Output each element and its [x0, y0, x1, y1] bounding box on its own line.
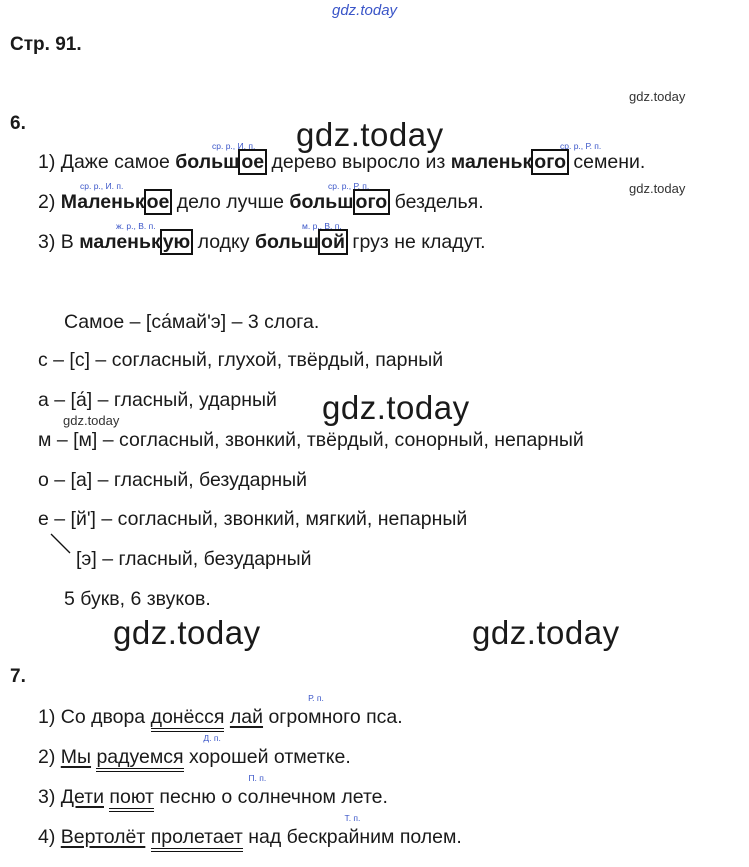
- sentence: [38, 813, 462, 849]
- sentence-text: огро: [263, 706, 309, 728]
- watermark-large: gdz.today: [472, 614, 620, 651]
- case-annotation: П. п.: [248, 773, 267, 783]
- word-stem: больш: [175, 151, 240, 173]
- grammar-annotation: м. р., В. п.: [302, 221, 342, 231]
- sentence-text: 3): [38, 786, 61, 808]
- sentence-text: лнечном лете.: [258, 786, 388, 808]
- watermark-large: gdz.today: [322, 389, 470, 426]
- sentence-text: много пса.: [308, 706, 403, 728]
- word-stem: Маленьк: [60, 191, 145, 213]
- sentence: [38, 151, 645, 174]
- sentence-text: груз не кладут.: [346, 231, 486, 253]
- sentence: [38, 231, 486, 254]
- sentence: [38, 693, 403, 729]
- case-annotation: Р. п.: [308, 693, 324, 703]
- case-annotation: Д. п.: [203, 733, 221, 743]
- analysis-line: м – [м] – согласный, звонкий, твёрдый, сонорный, непарный: [38, 429, 584, 451]
- sentence-text: 1) Даже самое: [38, 151, 176, 173]
- analysis-line: [э] – гласный, безударный: [76, 548, 312, 570]
- predicate-word: лай: [229, 706, 264, 728]
- subject-word: Мы: [60, 746, 92, 768]
- exercise-number: 6.: [10, 113, 26, 134]
- sentence-text: дело лучше: [171, 191, 290, 213]
- analysis-line: с – [с] – согласный, глухой, твёрдый, парный: [38, 349, 444, 371]
- sentence-text: 2): [38, 191, 61, 213]
- predicate-word: радуемся: [96, 746, 183, 772]
- ending-box: ое: [144, 189, 173, 215]
- grammar-annotation: ж. р., В. п.: [116, 221, 156, 231]
- exercise-number: 7.: [10, 666, 26, 687]
- sentence-text: йним полем.: [348, 826, 462, 848]
- sentence-text: 2): [38, 746, 61, 768]
- grammar-annotation: ср. р., И. п.: [212, 141, 256, 151]
- spacer: [145, 826, 150, 848]
- ending-box: ое: [238, 149, 267, 175]
- sentence: [38, 191, 484, 214]
- grammar-annotation: ср. р., Р. п.: [328, 181, 370, 191]
- sentence-text: 3) В: [38, 231, 80, 253]
- ending-box: ой: [318, 229, 348, 255]
- subject-word: донёсся: [151, 706, 225, 732]
- watermark-large: gdz.today: [296, 116, 444, 153]
- subject-word: Дети: [60, 786, 104, 808]
- annotated-span: [203, 733, 351, 768]
- sentence: [38, 773, 388, 809]
- ending-box: ого: [531, 149, 569, 175]
- annotated-span: [344, 813, 462, 848]
- watermark-large: gdz.today: [113, 614, 261, 651]
- sentence-text: 4): [38, 826, 61, 848]
- watermark-small: gdz.today: [629, 89, 686, 104]
- sentence-text: 1) Со двора: [38, 706, 151, 728]
- analysis-summary: 5 букв, 6 звуков.: [64, 588, 211, 610]
- page-title: Стр. 91.: [10, 34, 82, 55]
- sentence-text: над бескра: [242, 826, 349, 848]
- ending-box: ого: [353, 189, 391, 215]
- subject-word: Вертолёт: [60, 826, 146, 848]
- word-stem: маленьк: [79, 231, 161, 253]
- word-stem: маленьк: [450, 151, 533, 173]
- sentence: [38, 733, 351, 769]
- watermark-small: gdz.today: [63, 413, 120, 428]
- watermark-small: gdz.today: [629, 181, 686, 196]
- predicate-word: пролетает: [151, 826, 243, 852]
- sentence-text: песню о со: [153, 786, 259, 808]
- grammar-annotation: ср. р., Р. п.: [560, 141, 602, 151]
- analysis-line: Самое – [са́май'э] – 3 слога.: [64, 311, 320, 333]
- sentence-text: хо: [183, 746, 210, 768]
- analysis-line: е – [й'] – согласный, звонкий, мягкий, непарный: [38, 508, 468, 530]
- annotated-span: [308, 693, 403, 728]
- analysis-line: о – [а] – гласный, безударный: [38, 469, 307, 491]
- grammar-annotation: ср. р., И. п.: [80, 181, 124, 191]
- watermark-top: gdz.today: [332, 2, 398, 19]
- sentence-text: дерево выросло из: [266, 151, 451, 173]
- sentence-text: семени.: [567, 151, 646, 173]
- sentence-text: лодку: [192, 231, 255, 253]
- word-stem: больш: [289, 191, 354, 213]
- analysis-line: а – [а́] – гласный, ударный: [38, 389, 277, 411]
- sentence-text: рошей отметке.: [209, 746, 351, 768]
- branch-line-icon: [48, 532, 74, 556]
- predicate-word: поют: [109, 786, 154, 812]
- sentence-text: безделья.: [389, 191, 484, 213]
- word-stem: больш: [254, 231, 320, 253]
- ending-box: ую: [160, 229, 194, 255]
- annotated-span: [248, 773, 388, 808]
- case-annotation: Т. п.: [344, 813, 361, 823]
